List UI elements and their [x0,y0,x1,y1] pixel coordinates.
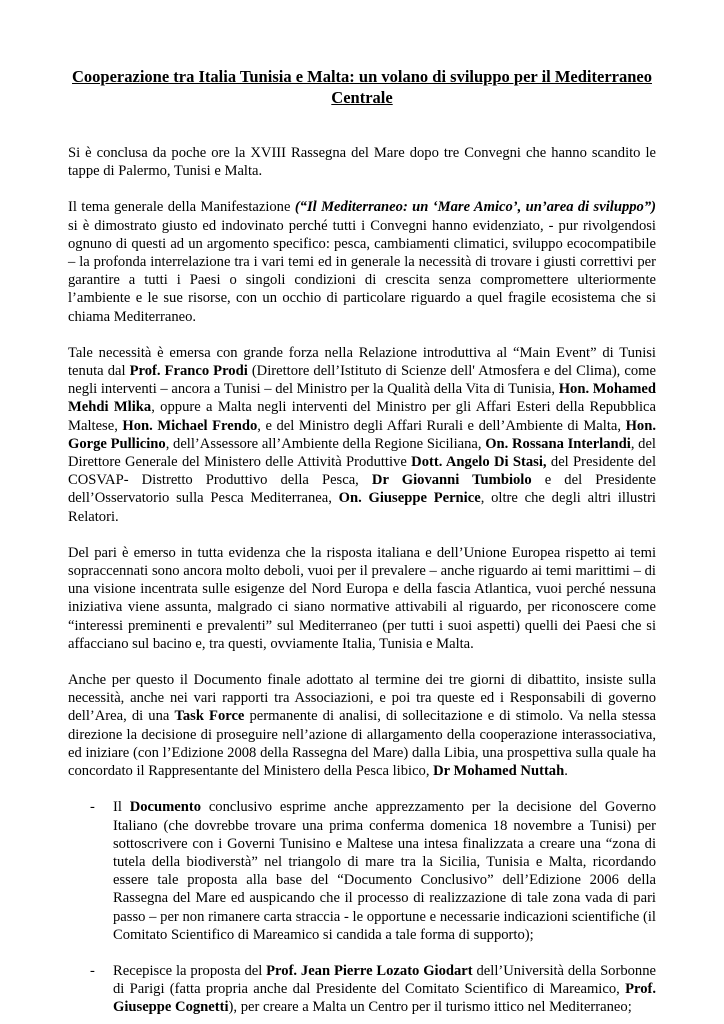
document-title: Cooperazione tra Italia Tunisia e Malta: un volano di sviluppo per il Mediterraneo Centrale [72,67,652,107]
p3-text: (Direttore dell’Istituto di Scienze dell' Atmosfera e del Clima), come negli interventi – ancora a Tunisi – del Ministro per la Qualità della Vita di Tunisia, [68,363,656,398]
dash-bullet: - [90,799,95,816]
p5-text: permanente di analisi, di sollecitazione e di stimolo. Va nella stessa direzione la decisione di proseguire nell’azione di allargamento della cooperazione interassociativa, ed iniziare (con l’Edizione 2008 della Rassegna del Mare) dalla Libia, una prospettiva sulla quale ha concordato il Rappresentante del Ministero della Pesca libico, [68,708,656,780]
list-item-bold: Prof. Giuseppe Cognetti [113,981,656,1016]
p3-text: , oppure a Malta negli interventi del Ministro per gli Affari Esteri della Repubblica Maltese, [68,399,657,434]
list-item-text: conclusivo esprime anche apprezzamento per la decisione del Governo Italiano (che dovrebbe trovare una prima conferma domenica 18 novembre a Tunisi) per sottoscrivere con i Governi Tunisino e Maltese una intesa finalizzata a creare una “zona di tutela della biodiverstà” nel triangolo di mare tra la Sicilia, Tunisia e Malta, ricordando essere tale proposta alla base del “Documento Conclusivo” dell’Edizione 2006 della Rassegna del Mare ed auspicando che il processo di realizzazione di tale zona vada di pari passo – per non rimanere carta straccia - le opportune e necessarie indicazioni scientifiche (il Comitato Scientifico di Mareamico si candida a tale forma di supporto); [113,799,656,943]
p3-text: , oltre che degli altri illustri Relatori. [68,490,656,525]
list-item-text: Il [113,799,130,816]
p2-text-c: si è dimostrato giusto ed indovinato perché tutti i Convegni hanno evidenziato, - pur rivolgendosi ognuno di questi ad un argomento specifico: pesca, cambiamenti climatici, sviluppo ecocompatibile – la profonda interrelazione tra i vari temi ed in generale la necessità di trovare i giusti correttivi per garantire a tutti i Paesi o singoli condizioni di crescita senza compromettere ulteriormente l’ambiente e le sue risorse, con un occhio di particolare riguardo a quel fragile ecosistema che si chiama Mediterraneo. [68,217,656,325]
paragraph-3 [68,344,656,526]
p3-name-frendo: Hon. Michael Frendo [122,417,258,434]
p3-name-pullicino: Hon. Gorge Pullicino [68,417,656,452]
paragraph-4: Del pari è emerso in tutta evidenza che la risposta italiana e dell’Unione Europea rispetto ai temi sopraccennati sono ancora molto deboli, vuoi per il prevalere – anche riguardo ai temi marittimi – di una visione incentrata sulle esigenze del Nord Europa e della fascia Atlantica, vuoi perché nessuna iniziativa viene assunta, malgrado ci siano normative attivabili al riguardo, per riconoscere come “interessi preminenti e prevalenti” sul Mediterraneo (per tutti i suoi aspetti) quelli dei Paesi che si affacciano sul bacino e, tra questi, ovviamente Italia, Tunisia e Malta. [68,544,656,652]
p5-name-nuttah: Dr Mohamed Nuttah [433,763,565,780]
p5-text: Anche per questo il Documento finale adottato al termine dei tre giorni di dibattito, insiste sulla necessità, anche nei vari rapporti tra Associazioni, e poi tra queste ed i Responsabili di governo dell’Area, di una [68,672,656,725]
p3-name-di-stasi: Dott. Angelo Di Stasi, [411,454,547,471]
bullet-list [68,798,656,1016]
p3-text: e del Presidente dell’Osservatorio sulla Pesca Mediterranea, [68,472,657,507]
p2-text-a: Il tema generale della Manifestazione [68,199,295,216]
p5-text: . [564,763,568,780]
paragraph-1: Si è conclusa da poche ore la XVIII Rassegna del Mare dopo tre Convegni che hanno scandito le tappe di Palermo, Tunisi e Malta. [68,145,656,180]
paragraph-2 [68,198,656,325]
p3-text: , e del Ministro degli Affari Rurali e dell’Ambiente di Malta, [257,417,626,434]
p3-name-tumbiolo: Dr Giovanni Tumbiolo [371,472,532,489]
list-item-text: dell’Università della Sorbonne di Parigi (fatta propria anche dal Presidente del Comitato Scientifico di Mareamico, [113,962,657,998]
p3-name-mlika: Hon. Mohamed Mehdi Mlika [68,381,656,416]
list-item-bold: Documento [129,799,202,816]
p3-text: Tale necessità è emersa con grande forza nella Relazione introduttiva al “Main Event” di Tunisi tenuta dal [68,344,656,380]
list-item-text: ), per creare a Malta un Centro per il turismo ittico nel Mediterraneo; [228,999,632,1016]
paragraph-5 [68,671,656,780]
list-item [68,798,656,944]
p5-task-force: Task Force [174,708,245,725]
list-item [68,962,656,1017]
p3-name-prodi: Prof. Franco Prodi [129,363,248,380]
dash-bullet: - [90,962,95,979]
p2-theme-title: (“Il Mediterraneo: un ‘Mare Amico’, un’area di sviluppo”) [294,199,656,216]
p3-name-interlandi: On. Rossana Interlandi [485,435,631,452]
list-item-bold: Prof. Jean Pierre Lozato Giodart [266,962,473,979]
p3-text: del Presidente del COSVAP- Distretto Produttivo della Pesca, [68,454,657,489]
list-item-text: Recepisce la proposta del [113,962,267,979]
p3-name-pernice: On. Giuseppe Pernice [338,490,481,507]
p3-text: , del Direttore Generale del Ministero delle Attività Produttive [68,435,656,471]
p3-text: , dell’Assessore all’Ambiente della Regione Siciliana, [165,435,486,452]
